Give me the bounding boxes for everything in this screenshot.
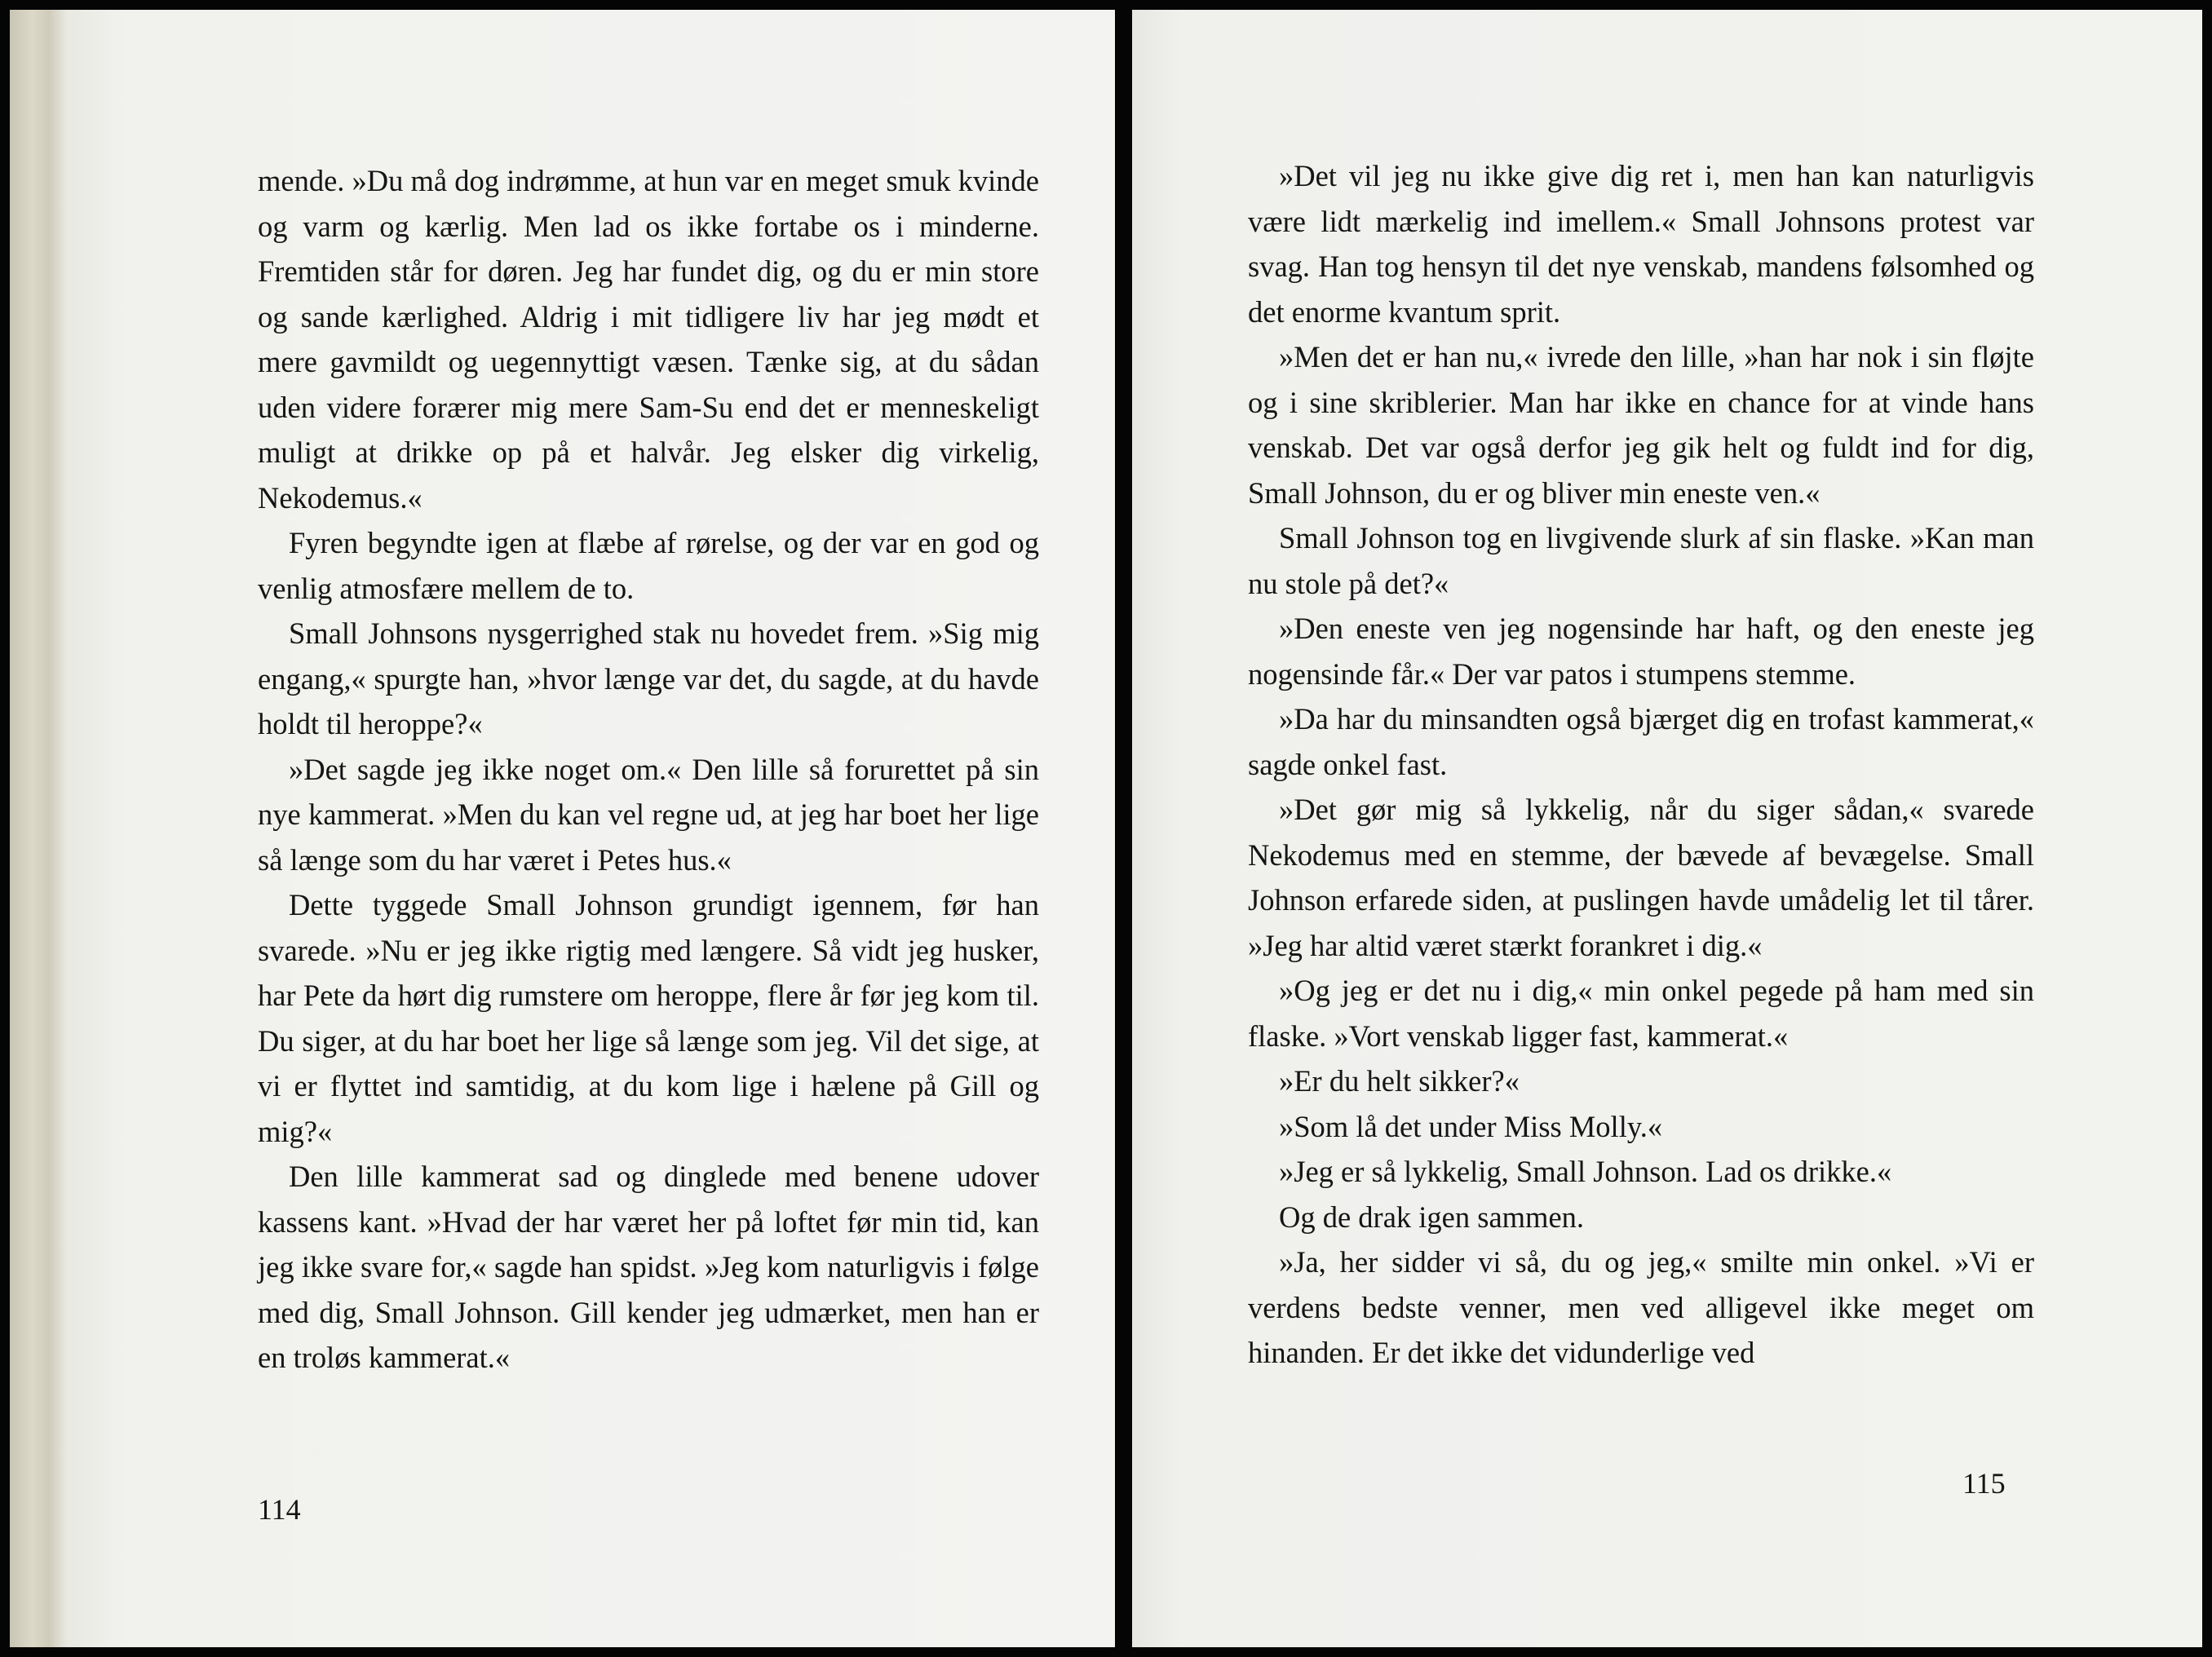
right-paragraph-2: »Men det er han nu,« ivrede den lille, »han har nok i sin fløjte og i sine skriblerier. Man har ikke en chance for at vinde hans venskab. Det var også derfor jeg gik helt og fuldt ind for dig, Small Johnson, du er og bliver min eneste ven.« <box>1248 340 2034 510</box>
left-paragraph-2: Fyren begyndte igen at flæbe af rørelse, og der var en god og venlig atmosfære mellem de to. <box>258 526 1039 605</box>
left-paragraph-6: Den lille kammerat sad og dinglede med benene udover kassens kant. »Hvad der har været her på loftet før min tid, kan jeg ikke svare for,« sagde han spidst. »Jeg kom naturligvis i følge med dig, Small Johnson. Gill kender jeg udmærket, men han er en troløs kammerat.« <box>258 1160 1039 1374</box>
right-paragraph-9: »Som lå det under Miss Molly.« <box>1279 1109 1663 1143</box>
right-book-page <box>1132 10 2202 1647</box>
right-paragraph-11: Og de drak igen sammen. <box>1279 1200 1585 1234</box>
right-page-text <box>1248 153 2034 1376</box>
right-paragraph-7: »Og jeg er det nu i dig,« min onkel pegede på ham med sin flaske. »Vort venskab ligger fast, kammerat.« <box>1248 974 2034 1053</box>
right-paragraph-5: »Da har du minsandten også bjærget dig en trofast kammerat,« sagde onkel fast. <box>1248 702 2034 781</box>
right-paragraph-3: Small Johnson tog en livgivende slurk af sin flaske. »Kan man nu stole på det?« <box>1248 521 2034 600</box>
left-paragraph-3: Small Johnsons nysgerrighed stak nu hovedet frem. »Sig mig engang,« spurgte han, »hvor længe var det, du sagde, at du havde holdt til heroppe?« <box>258 616 1039 740</box>
right-page-number: 115 <box>1962 1467 2006 1500</box>
left-paragraph-4: »Det sagde jeg ikke noget om.« Den lille så forurettet på sin nye kammerat. »Men du kan vel regne ud, at jeg har boet her lige så længe som du har været i Petes hus.« <box>258 752 1039 877</box>
right-paragraph-4: »Den eneste ven jeg nogensinde har haft, og den eneste jeg nogensinde får.« Der var patos i stumpens stemme. <box>1248 612 2034 691</box>
left-page-text <box>258 158 1039 1381</box>
right-paragraph-1: »Det vil jeg nu ikke give dig ret i, men han kan naturligvis være lidt mærkelig ind imellem.« Small Johnsons protest var svag. Han tog hensyn til det nye venskab, mandens følsomhed og det enorme kvantum sprit. <box>1248 159 2034 329</box>
left-paragraph-5: Dette tyggede Small Johnson grundigt igennem, før han svarede. »Nu er jeg ikke rigtig med længere. Så vidt jeg husker, har Pete da hørt dig rumstere om heroppe, flere år før jeg kom til. Du siger, at du har boet her lige så længe som jeg. Vil det sige, at vi er flyttet ind samtidig, at du kom lige i hælene på Gill og mig?« <box>258 888 1039 1148</box>
left-paragraph-1: mende. »Du må dog indrømme, at hun var en meget smuk kvinde og varm og kærlig. Men lad os ikke fortabe os i minderne. Fremtiden står for døren. Jeg har fundet dig, og du er min store og sande kærlighed. Aldrig i mit tidligere liv har jeg mødt et mere gavmildt og uegennyttigt væsen. Tænke sig, at du sådan uden videre forærer mig mere Sam-Su end det er menneskeligt muligt at drikke op på et halvår. Jeg elsker dig virkelig, Nekodemus.« <box>258 164 1039 515</box>
right-paragraph-6: »Det gør mig så lykkelig, når du siger sådan,« svarede Nekodemus med en stemme, der bævede af bevægelse. Small Johnson erfarede siden, at puslingen havde umådelig let til tårer. »Jeg har altid været stærkt forankret i dig.« <box>1248 793 2034 962</box>
left-book-page <box>10 10 1115 1647</box>
left-page-number: 114 <box>258 1493 301 1526</box>
right-paragraph-12: »Ja, her sidder vi så, du og jeg,« smilte min onkel. »Vi er verdens bedste venner, men ved alligevel ikke meget om hinanden. Er det ikke det vidunderlige ved <box>1248 1245 2034 1369</box>
right-paragraph-10: »Jeg er så lykkelig, Small Johnson. Lad os drikke.« <box>1279 1155 1892 1188</box>
right-paragraph-8: »Er du helt sikker?« <box>1279 1064 1520 1098</box>
